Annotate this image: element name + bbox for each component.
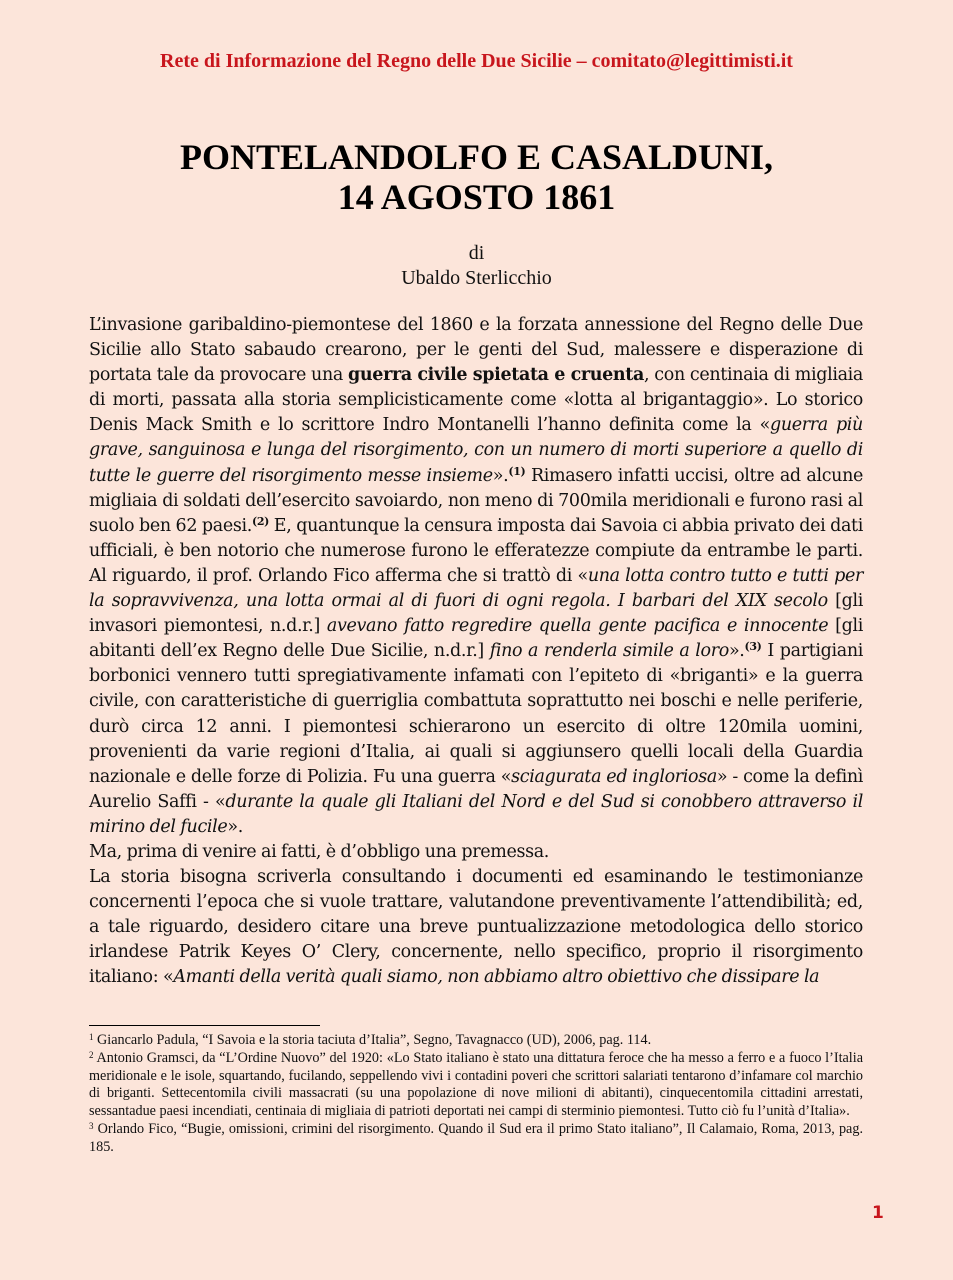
- footnote-1: [89, 1032, 863, 1050]
- text-run: [gli invasori piemontesi, n.d.r.]: [89, 591, 863, 637]
- footnote-3: [89, 1121, 863, 1157]
- footnote-text: Orlando Fico, “Bugie, omissioni, crimini del risorgimento. Quando il Sud era il primo Stato italiano”, Il Calamaio, Roma, 2013, pag. 185.: [89, 1120, 863, 1155]
- footnote-number: 2: [89, 1049, 94, 1060]
- text-run: ».: [728, 641, 745, 662]
- author-name: Ubaldo Sterlicchio: [401, 267, 552, 289]
- title-line-1: PONTELANDOLFO E CASALDUNI,: [179, 137, 774, 177]
- footnote-ref-1: (1): [508, 464, 526, 478]
- text-run: E, quantunque la censura imposta dai Savoia ci abbia privato dei dati ufficiali, è ben notorio che numerose furono le efferatezze compiute da entrambe le parti. Al riguardo, il prof. Orlando Fico afferma che si trattò di «: [89, 515, 863, 586]
- footnote-ref-2: (2): [251, 514, 269, 528]
- page-number: 1: [872, 1203, 884, 1223]
- text-run: L’invasione garibaldino-piemontese del 1860 e la forzata annessione del Regno delle Due Sicilie allo Stato sabaudo crearono, per le genti del Sud, malessere e disperazione di portata tale da provocare una: [89, 315, 863, 386]
- footnote-text: Antonio Gramsci, da “L’Ordine Nuovo” del 1920: «Lo Stato italiano è stato una dittatura feroce che ha messo a ferro e a fuoco l’Italia meridionale e le isole, squartando, fucilando, seppellendo vivi i contadini poveri che scrittori salariati tentarono d’infamare col marchio di briganti. Settecentomila civili massacrati (su una popolazione di nove milioni di abitanti), cinquecentomila cittadini arrestati, sessantadue paesi incendiati, centinaia di migliaia di patrioti deportati nei campi di sterminio piemontesi. Tutto ciò fu l’unità d’Italia».: [89, 1049, 863, 1120]
- footnote-separator: [89, 1025, 320, 1026]
- text-run: , con centinaia di migliaia di morti, passata alla storia semplicisticamente come «lotta al brigantaggio». Lo storico Denis Mack Smith e lo scrittore Indro Montanelli l’hanno definita come la «: [89, 365, 863, 436]
- title-line-2: 14 AGOSTO 1861: [337, 177, 616, 217]
- italic-quote: guerra più grave, sanguinosa e lunga del risorgimento, con un numero di morti superiore a quello di tutte le guerre del risorgimento messe insieme: [89, 415, 863, 486]
- italic-quote: fino a renderla simile a loro: [489, 641, 729, 662]
- italic-quote: Amanti della verità quali siamo, non abbiamo altro obiettivo che dissipare la: [173, 967, 820, 988]
- italic-quote: avevano fatto regredire quella gente pacifica e innocente: [326, 616, 829, 637]
- text-run: I partigiani borbonici vennero tutti spregiativamente infamati con l’epiteto di «briganti» e la guerra civile, con caratteristiche di guerriglia combattuta soprattutto nei boschi e nelle periferie, durò circa 12 anni. I piemontesi schierarono un esercito di oltre 120mila uomini, provenienti da varie regioni d’Italia, ai quali si aggiunsero quelli locali della Guardia nazionale e delle forze di Polizia. Fu una guerra «: [89, 641, 863, 787]
- body-paragraph-3: [89, 865, 863, 990]
- body-paragraph-1: [89, 313, 863, 840]
- byline-di: di: [468, 242, 485, 264]
- text-run: » - come la definì Aurelio Saffi - «: [89, 766, 863, 812]
- italic-quote: una lotta contro tutto e tutti per la sopravvivenza, una lotta ormai al di fuori di ogni regola. I barbari del XIX secolo: [89, 565, 863, 612]
- page-header: Rete di Informazione del Regno delle Due Sicilie – comitato@legittimisti.it: [160, 50, 793, 72]
- footnote-number: 3: [89, 1120, 94, 1131]
- text-run: ».: [492, 465, 509, 486]
- bold-run: guerra civile spietata e cruenta: [348, 365, 645, 386]
- text-run: [gli abitanti dell’ex Regno delle Due Sicilie, n.d.r.]: [89, 616, 863, 662]
- footnote-2: [89, 1050, 863, 1121]
- italic-quote: sciagurata ed ingloriosa: [511, 766, 717, 787]
- footnotes: [89, 1032, 863, 1157]
- text-run: Rimasero infatti uccisi, oltre ad alcune migliaia di soldati dell’esercito savoiardo, non meno di 700mila meridionali e furono rasi al suolo ben 62 paesi.: [89, 465, 864, 536]
- footnote-number: 1: [89, 1032, 94, 1042]
- text-run: ».: [227, 816, 243, 837]
- article-title: [0, 137, 953, 217]
- article-body: [89, 313, 863, 991]
- italic-quote: durante la quale gli Italiani del Nord e del Sud si conobbero attraverso il mirino del fucile: [89, 791, 863, 837]
- footnote-ref-3: (3): [744, 640, 762, 654]
- body-paragraph-2: Ma, prima di venire ai fatti, è d’obbligo una premessa.: [89, 841, 550, 862]
- text-run: La storia bisogna scriverla consultando i documenti ed esaminando le testimonianze concernenti l’epoca che si vuole trattare, valutandone preventivamente l’attendibilità; ed, a tale riguardo, desidero citare una breve puntualizzazione metodologica dello storico irlandese Patrik Keyes O’ Clery, concernente, nello specifico, proprio il risorgimento italiano: «: [89, 867, 863, 988]
- byline: [0, 241, 953, 291]
- footnote-text: Giancarlo Padula, “I Savoia e la storia taciuta d’Italia”, Segno, Tavagnacco (UD), 2006, pag. 114.: [93, 1032, 652, 1048]
